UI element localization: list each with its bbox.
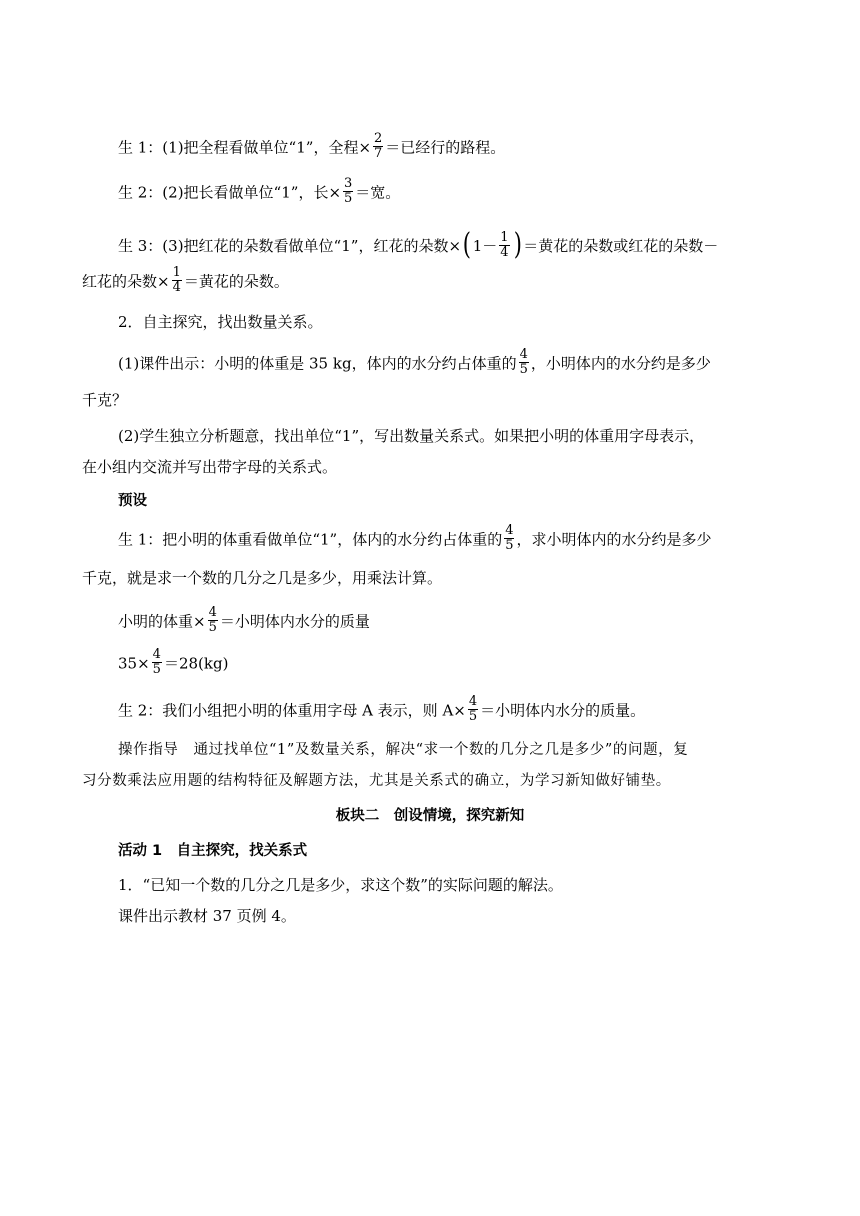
a2-text-b: ＝小明体内水分的质量。 — [480, 701, 646, 720]
s1-text-a: 生 1：(1)把全程看做单位“1”，全程× — [118, 138, 372, 157]
fraction-1-4-b: $\frac{1}{4}$ — [172, 265, 181, 295]
operation-guide-line: 操作指导 通过找单位“1”及数量关系，解决“求一个数的几分之几是多少”的问题，复 — [118, 742, 689, 758]
fraction-4-5-b: $\frac{4}{5}$ — [505, 523, 514, 553]
right-paren: ) — [513, 227, 522, 262]
s3-text-b: ＝黄花的朵数或红花的朵数－ — [523, 237, 719, 255]
operation-guide-line-2: 习分数乘法应用题的结构特征及解题方法，尤其是关系式的确立，为学习新知做好铺垫。 — [82, 773, 671, 789]
activity-heading: 活动 1 自主探究，找关系式 — [118, 843, 308, 859]
s3-text-a: 生 3：(3)把红花的朵数看做单位“1”，红花的朵数× — [118, 237, 462, 255]
eq1-text-b: ＝小明体内水分的质量 — [219, 612, 370, 631]
fraction-4-5-e: $\frac{4}{5}$ — [468, 694, 478, 724]
s3-one-minus: 1－ — [472, 237, 498, 255]
fraction-2-7: $\frac{2}{7}$ — [374, 131, 383, 161]
s2-text-a: 生 2：(2)把长看做单位“1”，长× — [118, 183, 342, 202]
item-2: 2．自主探究，找出数量关系。 — [118, 313, 323, 331]
s3-text-d: ＝黄花的朵数。 — [183, 272, 289, 291]
p1-text-b: ，小明体内的水分约是多少 — [530, 354, 711, 373]
fraction-4-5-a: $\frac{4}{5}$ — [519, 347, 528, 377]
a1-text-b: ，求小明体内的水分约是多少 — [516, 530, 712, 549]
problem-2-line-2: 在小组内交流并写出带字母的关系式。 — [82, 458, 338, 476]
eq1-text-a: 小明的体重× — [118, 612, 206, 631]
courseware-line: 课件出示教材 37 页例 4。 — [118, 907, 296, 925]
section-heading: 板块二 创设情境，探究新知 — [335, 808, 525, 824]
eq2-text-b: ＝28(kg) — [163, 654, 229, 673]
fraction-3-5: $\frac{3}{5}$ — [344, 176, 353, 206]
s1-text-b: ＝已经行的路程。 — [385, 138, 506, 157]
student1-line — [118, 131, 506, 163]
s2-text-b: ＝宽。 — [355, 183, 401, 202]
fraction-4-5-d: $\frac{4}{5}$ — [152, 647, 161, 677]
answer-1-line — [118, 523, 712, 555]
a1-text-a: 生 1：把小明的体重看做单位“1”，体内的水分约占体重的 — [118, 530, 503, 549]
a2-text-a: 生 2：我们小组把小明的体重用字母 A 表示，则 A× — [118, 701, 466, 720]
problem-1-line — [118, 347, 711, 379]
student3-line — [118, 227, 719, 262]
problem-2-line: (2)学生独立分析题意，找出单位“1”，写出数量关系式。如果把小明的体重用字母表示， — [118, 427, 705, 445]
s3-text-c: 红花的朵数× — [82, 272, 170, 291]
p1-text-a: (1)课件出示：小明的体重是 35 kg，体内的水分约占体重的 — [118, 354, 517, 373]
student3-line-2 — [82, 265, 289, 297]
fraction-1-4-a: $\frac{1}{4}$ — [500, 229, 509, 260]
answer-2-line — [118, 694, 646, 726]
item-1: 1．“已知一个数的几分之几是多少，求这个数”的实际问题的解法。 — [118, 876, 563, 894]
eq2-text-a: 35× — [118, 654, 150, 673]
left-paren: ( — [462, 227, 471, 262]
student2-line — [118, 176, 401, 208]
equation-2 — [118, 647, 229, 679]
fraction-4-5-c: $\frac{4}{5}$ — [208, 605, 217, 635]
equation-1 — [118, 605, 370, 637]
preset-heading: 预设 — [118, 493, 147, 509]
answer-1-line-2: 千克，就是求一个数的几分之几是多少，用乘法计算。 — [82, 569, 443, 587]
problem-1-line-2: 千克？ — [82, 391, 128, 409]
